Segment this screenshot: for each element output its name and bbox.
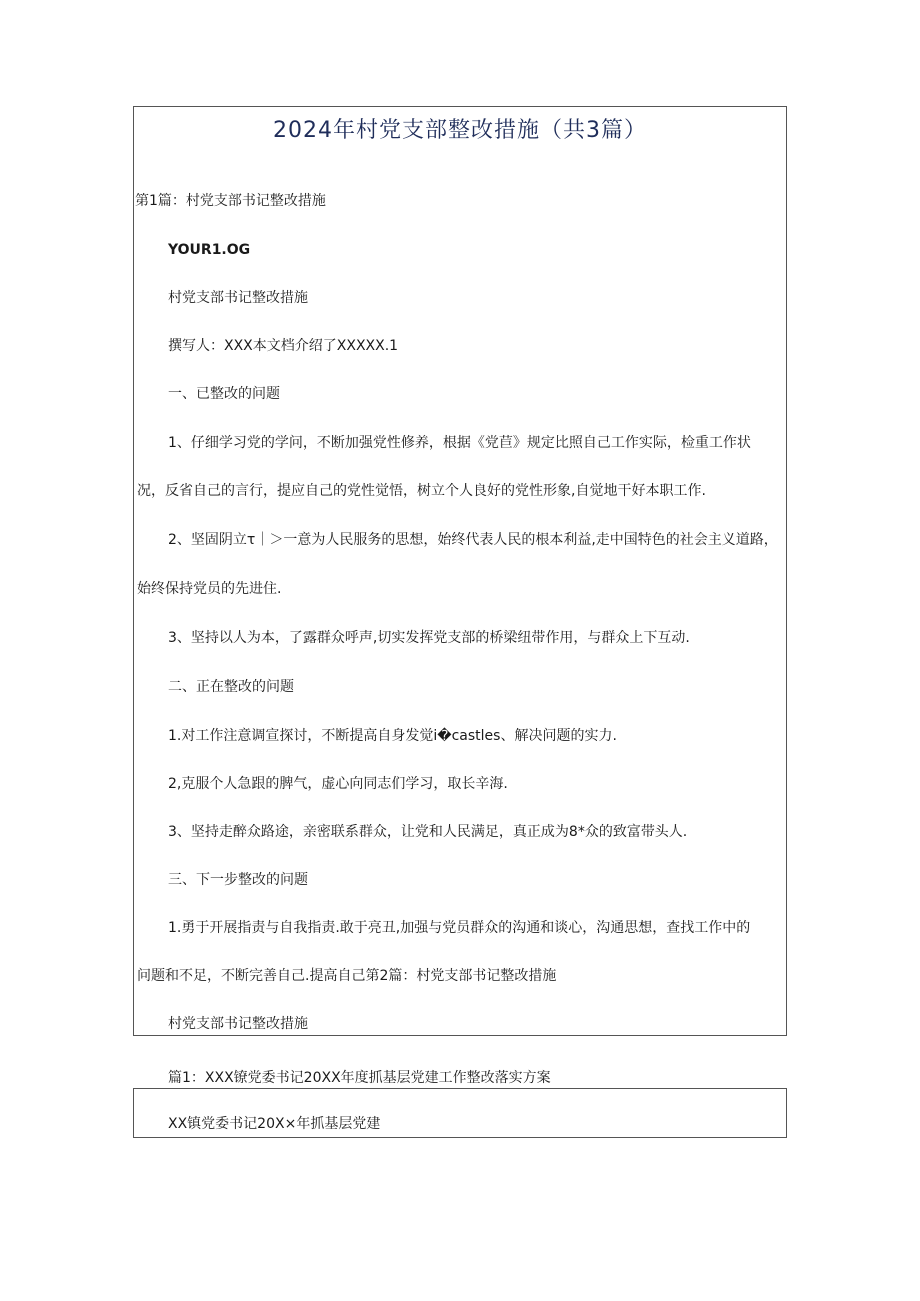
author-line: 撰写人：XXX本文档介绍了XXXXX.1 xyxy=(168,338,399,354)
logo-text: YOUR1.OG xyxy=(168,242,251,258)
part3-heading: 三、下一步整改的问题 xyxy=(168,872,308,888)
part2-heading: 二、正在整改的问题 xyxy=(168,679,294,695)
item-r1-line-2: 问题和不足，不断完善自己.提高自己第2篇：村党支部书记整改措施 xyxy=(137,968,557,984)
paragraph-1-line-2: 况，反省自己的言行，提应自己的党性觉悟，树立个人良好的党性形象,自觉地干好本职工作. xyxy=(137,483,706,499)
item-r1-line-1: 1.勇于开展指责与自我指责.敢于亮丑,加强与党员群众的沟通和谈心，沟通思想，查找工作中的 xyxy=(168,920,751,936)
outside-heading: 篇1：XXX镣党委书记20XX年度抓基层党建工作整改落实方案 xyxy=(168,1070,551,1086)
box2-line: XX镇党委书记20X×年抓基层党建 xyxy=(168,1116,381,1132)
subtitle-2: 村党支部书记整改措施 xyxy=(168,1016,308,1032)
section1-heading: 第1篇：村党支部书记整改措施 xyxy=(135,193,326,209)
item-q3: 3、坚持走醉众路途，亲密联系群众，让党和人民满足，真正成为8*众的致富带头人. xyxy=(168,824,688,840)
paragraph-1-line-1: 1、仔细学习党的学问，不断加强党性修养，根据《党苣》规定比照自己工作实际，检重工作状 xyxy=(168,435,751,451)
paragraph-2-line-2: 始终保持党员的先进住. xyxy=(137,581,282,597)
subtitle: 村党支部书记整改措施 xyxy=(168,290,308,306)
paragraph-2-line-1: 2、坚固阴立τ｜＞一意为人民服务的思想，始终代表人民的根本利益,走中国特色的社会主义道路， xyxy=(168,532,778,548)
part1-heading: 一、已整改的问题 xyxy=(168,386,280,402)
paragraph-3: 3、坚持以人为本，了露群众呼声,切实发挥党支部的桥梁纽带作用，与群众上下互动. xyxy=(168,630,690,646)
item-q2: 2,克服个人急跟的脾气，虚心向同志们学习，取长辛海. xyxy=(168,776,508,792)
document-title: 2024年村党支部整改措施（共3篇） xyxy=(273,118,647,143)
item-q1: 1.对工作注意调宣探讨，不断提高自身发觉i�castles、解决问题的实力. xyxy=(168,728,617,744)
